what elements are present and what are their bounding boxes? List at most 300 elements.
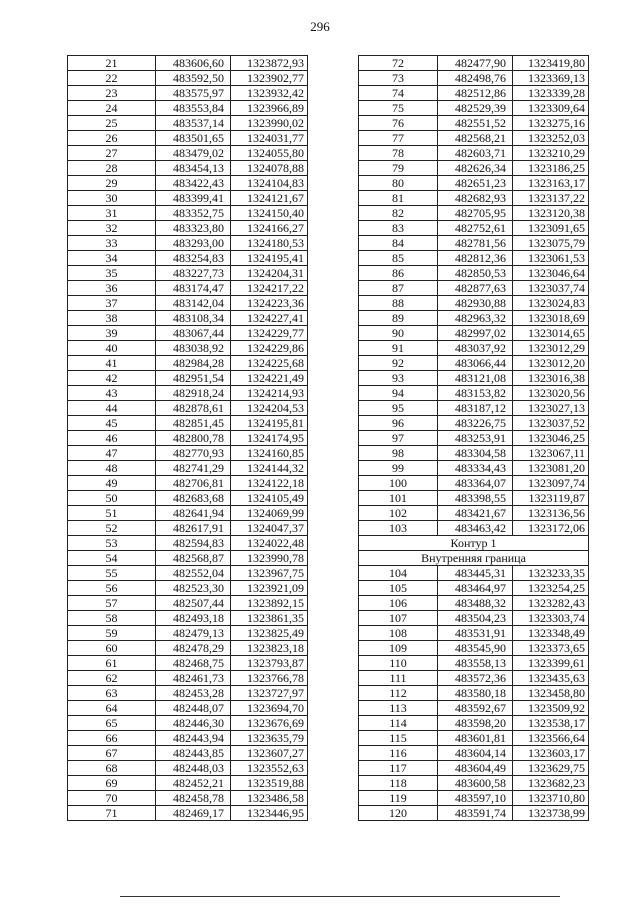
coordinate-y: 1324047,37 [231,521,308,536]
point-number: 78 [359,146,438,161]
coordinate-y: 1324225,68 [231,356,308,371]
coordinate-x: 482568,87 [156,551,231,566]
point-number: 25 [68,116,156,131]
coordinate-x: 483601,81 [438,731,513,746]
bottom-rule [120,896,560,897]
table-row [359,776,589,791]
point-number: 117 [359,761,438,776]
coordinate-y: 1324195,41 [231,251,308,266]
table-row [68,656,308,671]
coordinate-y: 1323024,83 [513,296,589,311]
coordinate-y: 1323027,13 [513,401,589,416]
table-row [68,146,308,161]
point-number: 110 [359,656,438,671]
table-row [68,476,308,491]
coordinate-y: 1324031,77 [231,131,308,146]
coordinate-y: 1323018,69 [513,311,589,326]
table-row [68,416,308,431]
point-number: 77 [359,131,438,146]
coordinate-y: 1323275,16 [513,116,589,131]
table-row [68,641,308,656]
table-row [359,56,589,71]
coordinate-x: 482493,18 [156,611,231,626]
table-row [68,551,308,566]
table-row [68,251,308,266]
table-row [359,356,589,371]
coordinate-x: 483399,41 [156,191,231,206]
coordinate-x: 483479,02 [156,146,231,161]
coordinate-x: 483464,97 [438,581,513,596]
point-number: 45 [68,416,156,431]
coordinate-y: 1324229,86 [231,341,308,356]
table-row [359,251,589,266]
table-row [68,101,308,116]
coordinate-x: 483226,75 [438,416,513,431]
coordinate-x: 482452,21 [156,776,231,791]
coordinate-x: 483592,50 [156,71,231,86]
point-number: 22 [68,71,156,86]
coordinate-y: 1323676,69 [231,716,308,731]
coordinate-x: 482443,94 [156,731,231,746]
coordinate-x: 483421,67 [438,506,513,521]
point-number: 60 [68,641,156,656]
coordinate-y: 1324180,53 [231,236,308,251]
coordinate-x: 482741,29 [156,461,231,476]
point-number: 98 [359,446,438,461]
table-row [68,221,308,236]
point-number: 119 [359,791,438,806]
point-number: 57 [68,596,156,611]
table-row [68,791,308,806]
coordinate-y: 1323727,97 [231,686,308,701]
table-row [68,401,308,416]
coordinate-y: 1324022,48 [231,536,308,551]
table-row [68,371,308,386]
table-row [68,131,308,146]
table-row [359,131,589,146]
point-number: 115 [359,731,438,746]
table-row [359,86,589,101]
coordinate-y: 1323967,75 [231,566,308,581]
coordinate-x: 482878,61 [156,401,231,416]
coordinate-y: 1324166,27 [231,221,308,236]
coordinate-y: 1323509,92 [513,701,589,716]
table-row [68,806,308,821]
coordinate-x: 483066,44 [438,356,513,371]
coordinate-x: 482651,23 [438,176,513,191]
coordinate-y: 1324217,22 [231,281,308,296]
coordinate-y: 1323233,35 [513,566,589,581]
coordinate-y: 1323120,38 [513,206,589,221]
coordinate-x: 482930,88 [438,296,513,311]
coordinate-x: 483254,83 [156,251,231,266]
point-number: 99 [359,461,438,476]
coordinate-x: 483531,91 [438,626,513,641]
coordinate-y: 1323046,64 [513,266,589,281]
coordinate-y: 1324150,40 [231,206,308,221]
table-row [359,446,589,461]
coordinate-y: 1323136,56 [513,506,589,521]
table-row [359,176,589,191]
point-number: 35 [68,266,156,281]
coordinate-y: 1323738,99 [513,806,589,821]
coordinate-x: 482443,85 [156,746,231,761]
coordinate-x: 483463,42 [438,521,513,536]
coordinate-y: 1324104,83 [231,176,308,191]
table-row [68,116,308,131]
point-number: 105 [359,581,438,596]
point-number: 50 [68,491,156,506]
coordinates-table-right [358,55,589,821]
coordinate-y: 1323163,17 [513,176,589,191]
coordinate-x: 482706,81 [156,476,231,491]
point-number: 37 [68,296,156,311]
coordinate-y: 1323252,03 [513,131,589,146]
table-row [68,596,308,611]
coordinate-y: 1323566,64 [513,731,589,746]
coordinate-y: 1324121,67 [231,191,308,206]
coordinate-y: 1323309,64 [513,101,589,116]
coordinate-x: 483558,13 [438,656,513,671]
coordinate-y: 1323012,20 [513,356,589,371]
coordinate-x: 483174,47 [156,281,231,296]
coordinate-y: 1323603,17 [513,746,589,761]
table-row [359,566,589,581]
coordinate-x: 482461,73 [156,671,231,686]
point-number: 83 [359,221,438,236]
table-row [359,401,589,416]
point-number: 95 [359,401,438,416]
coordinate-y: 1323137,22 [513,191,589,206]
coordinate-y: 1323373,65 [513,641,589,656]
table-row [359,686,589,701]
coordinate-y: 1323902,77 [231,71,308,86]
coordinate-x: 483488,32 [438,596,513,611]
table-row [68,701,308,716]
table-row [359,236,589,251]
table-row [359,611,589,626]
point-number: 113 [359,701,438,716]
coordinate-x: 483604,14 [438,746,513,761]
section-header-row [359,536,589,551]
point-number: 103 [359,521,438,536]
coordinate-x: 483591,74 [438,806,513,821]
coordinate-y: 1323020,56 [513,386,589,401]
coordinate-x: 483580,18 [438,686,513,701]
table-row [359,731,589,746]
point-number: 63 [68,686,156,701]
table-row [359,266,589,281]
point-number: 29 [68,176,156,191]
table-row [359,146,589,161]
coordinate-x: 482446,30 [156,716,231,731]
coordinate-x: 482478,29 [156,641,231,656]
table-row [68,626,308,641]
point-number: 30 [68,191,156,206]
coordinate-x: 482552,04 [156,566,231,581]
table-row [68,161,308,176]
coordinate-y: 1323861,35 [231,611,308,626]
point-number: 91 [359,341,438,356]
point-number: 100 [359,476,438,491]
point-number: 111 [359,671,438,686]
table-row [68,176,308,191]
coordinate-y: 1323369,13 [513,71,589,86]
coordinate-x: 482603,71 [438,146,513,161]
coordinate-y: 1323303,74 [513,611,589,626]
point-number: 44 [68,401,156,416]
point-number: 48 [68,461,156,476]
coordinate-y: 1323872,93 [231,56,308,71]
table-row [359,341,589,356]
coordinate-x: 482877,63 [438,281,513,296]
point-number: 61 [68,656,156,671]
point-number: 97 [359,431,438,446]
coordinate-x: 483454,13 [156,161,231,176]
coordinate-y: 1323210,29 [513,146,589,161]
table-row [68,236,308,251]
coordinate-x: 482781,56 [438,236,513,251]
point-number: 89 [359,311,438,326]
coordinate-x: 482469,17 [156,806,231,821]
coordinate-y: 1323399,61 [513,656,589,671]
coordinates-table-left [67,55,308,821]
table-row [68,266,308,281]
coordinate-x: 482800,78 [156,431,231,446]
coordinate-x: 482512,86 [438,86,513,101]
point-number: 67 [68,746,156,761]
table-row [68,746,308,761]
coordinate-y: 1323014,65 [513,326,589,341]
table-row [68,776,308,791]
point-number: 101 [359,491,438,506]
coordinate-y: 1323435,63 [513,671,589,686]
coordinate-x: 483553,84 [156,101,231,116]
point-number: 104 [359,566,438,581]
coordinate-x: 482705,95 [438,206,513,221]
table-row [68,56,308,71]
coordinate-y: 1323061,53 [513,251,589,266]
coordinate-x: 483067,44 [156,326,231,341]
coordinate-x: 482477,90 [438,56,513,71]
point-number: 109 [359,641,438,656]
coordinate-y: 1323607,27 [231,746,308,761]
point-number: 26 [68,131,156,146]
coordinate-y: 1324174,95 [231,431,308,446]
coordinate-x: 482479,13 [156,626,231,641]
point-number: 92 [359,356,438,371]
table-row [68,446,308,461]
point-number: 80 [359,176,438,191]
coordinate-y: 1323635,79 [231,731,308,746]
coordinate-x: 482850,53 [438,266,513,281]
coordinate-x: 482752,61 [438,221,513,236]
section-title: Контур 1 [359,536,589,551]
point-number: 87 [359,281,438,296]
coordinate-x: 482523,30 [156,581,231,596]
coordinate-y: 1324227,41 [231,311,308,326]
table-row [359,281,589,296]
coordinate-x: 482851,45 [156,416,231,431]
point-number: 74 [359,86,438,101]
coordinate-x: 482770,93 [156,446,231,461]
coordinate-y: 1323282,43 [513,596,589,611]
coordinate-x: 482507,44 [156,596,231,611]
coordinate-x: 483592,67 [438,701,513,716]
table-row [68,341,308,356]
coordinate-x: 482626,34 [438,161,513,176]
coordinate-y: 1323075,79 [513,236,589,251]
table-row [359,461,589,476]
section-subtitle: Внутренняя граница [359,551,589,566]
coordinate-x: 483537,14 [156,116,231,131]
point-number: 66 [68,731,156,746]
coordinate-y: 1323016,38 [513,371,589,386]
table-row [359,476,589,491]
point-number: 64 [68,701,156,716]
coordinate-x: 482448,07 [156,701,231,716]
point-number: 102 [359,506,438,521]
point-number: 24 [68,101,156,116]
coordinate-x: 483352,75 [156,206,231,221]
coordinate-y: 1323067,11 [513,446,589,461]
coordinate-x: 482568,21 [438,131,513,146]
table-row [359,761,589,776]
table-row [359,326,589,341]
table-row [68,386,308,401]
point-number: 49 [68,476,156,491]
table-row [68,491,308,506]
coordinate-x: 483597,10 [438,791,513,806]
coordinate-x: 482812,36 [438,251,513,266]
coordinate-y: 1323694,70 [231,701,308,716]
section-header-row [359,551,589,566]
table-row [359,311,589,326]
coordinate-x: 483600,58 [438,776,513,791]
point-number: 114 [359,716,438,731]
point-number: 96 [359,416,438,431]
coordinate-x: 483142,04 [156,296,231,311]
table-row [359,641,589,656]
table-row [359,371,589,386]
coordinate-y: 1323037,74 [513,281,589,296]
coordinate-x: 482963,32 [438,311,513,326]
point-number: 76 [359,116,438,131]
table-row [359,416,589,431]
coordinate-y: 1324055,80 [231,146,308,161]
point-number: 33 [68,236,156,251]
table-row [359,746,589,761]
coordinate-y: 1323766,78 [231,671,308,686]
point-number: 58 [68,611,156,626]
table-row [68,86,308,101]
coordinate-x: 483398,55 [438,491,513,506]
point-number: 70 [68,791,156,806]
table-row [68,581,308,596]
point-number: 82 [359,206,438,221]
point-number: 43 [68,386,156,401]
point-number: 41 [68,356,156,371]
point-number: 27 [68,146,156,161]
point-number: 40 [68,341,156,356]
coordinate-x: 482468,75 [156,656,231,671]
coordinate-x: 483334,43 [438,461,513,476]
coordinate-y: 1324204,53 [231,401,308,416]
coordinate-x: 482682,93 [438,191,513,206]
coordinate-y: 1323892,15 [231,596,308,611]
coordinate-x: 483545,90 [438,641,513,656]
coordinate-y: 1323348,49 [513,626,589,641]
coordinate-x: 483598,20 [438,716,513,731]
point-number: 56 [68,581,156,596]
point-number: 79 [359,161,438,176]
coordinate-x: 483501,65 [156,131,231,146]
point-number: 81 [359,191,438,206]
table-row [359,161,589,176]
coordinate-y: 1323823,18 [231,641,308,656]
point-number: 51 [68,506,156,521]
point-number: 32 [68,221,156,236]
coordinate-y: 1323419,80 [513,56,589,71]
coordinate-x: 482529,39 [438,101,513,116]
table-row [359,596,589,611]
point-number: 38 [68,311,156,326]
coordinate-x: 482551,52 [438,116,513,131]
coordinate-y: 1323046,25 [513,431,589,446]
table-row [68,521,308,536]
point-number: 46 [68,431,156,446]
coordinate-y: 1323339,28 [513,86,589,101]
coordinate-y: 1324069,99 [231,506,308,521]
coordinate-y: 1323990,78 [231,551,308,566]
point-number: 84 [359,236,438,251]
coordinate-y: 1323629,75 [513,761,589,776]
point-number: 65 [68,716,156,731]
coordinate-x: 482641,94 [156,506,231,521]
point-number: 120 [359,806,438,821]
table-row [359,806,589,821]
point-number: 28 [68,161,156,176]
coordinate-x: 483121,08 [438,371,513,386]
coordinate-y: 1324223,36 [231,296,308,311]
coordinate-y: 1324229,77 [231,326,308,341]
table-row [68,311,308,326]
table-row [359,191,589,206]
coordinate-x: 483575,97 [156,86,231,101]
coordinate-y: 1324204,31 [231,266,308,281]
table-row [68,731,308,746]
table-row [359,701,589,716]
point-number: 108 [359,626,438,641]
table-row [68,686,308,701]
coordinate-x: 483038,92 [156,341,231,356]
point-number: 112 [359,686,438,701]
coordinate-x: 482951,54 [156,371,231,386]
point-number: 59 [68,626,156,641]
table-row [359,506,589,521]
point-number: 107 [359,611,438,626]
table-row [68,71,308,86]
table-row [359,101,589,116]
coordinate-y: 1324160,85 [231,446,308,461]
coordinate-y: 1323710,80 [513,791,589,806]
table-row [68,761,308,776]
coordinate-y: 1323458,80 [513,686,589,701]
point-number: 62 [68,671,156,686]
point-number: 75 [359,101,438,116]
point-number: 42 [68,371,156,386]
coordinate-y: 1323119,87 [513,491,589,506]
